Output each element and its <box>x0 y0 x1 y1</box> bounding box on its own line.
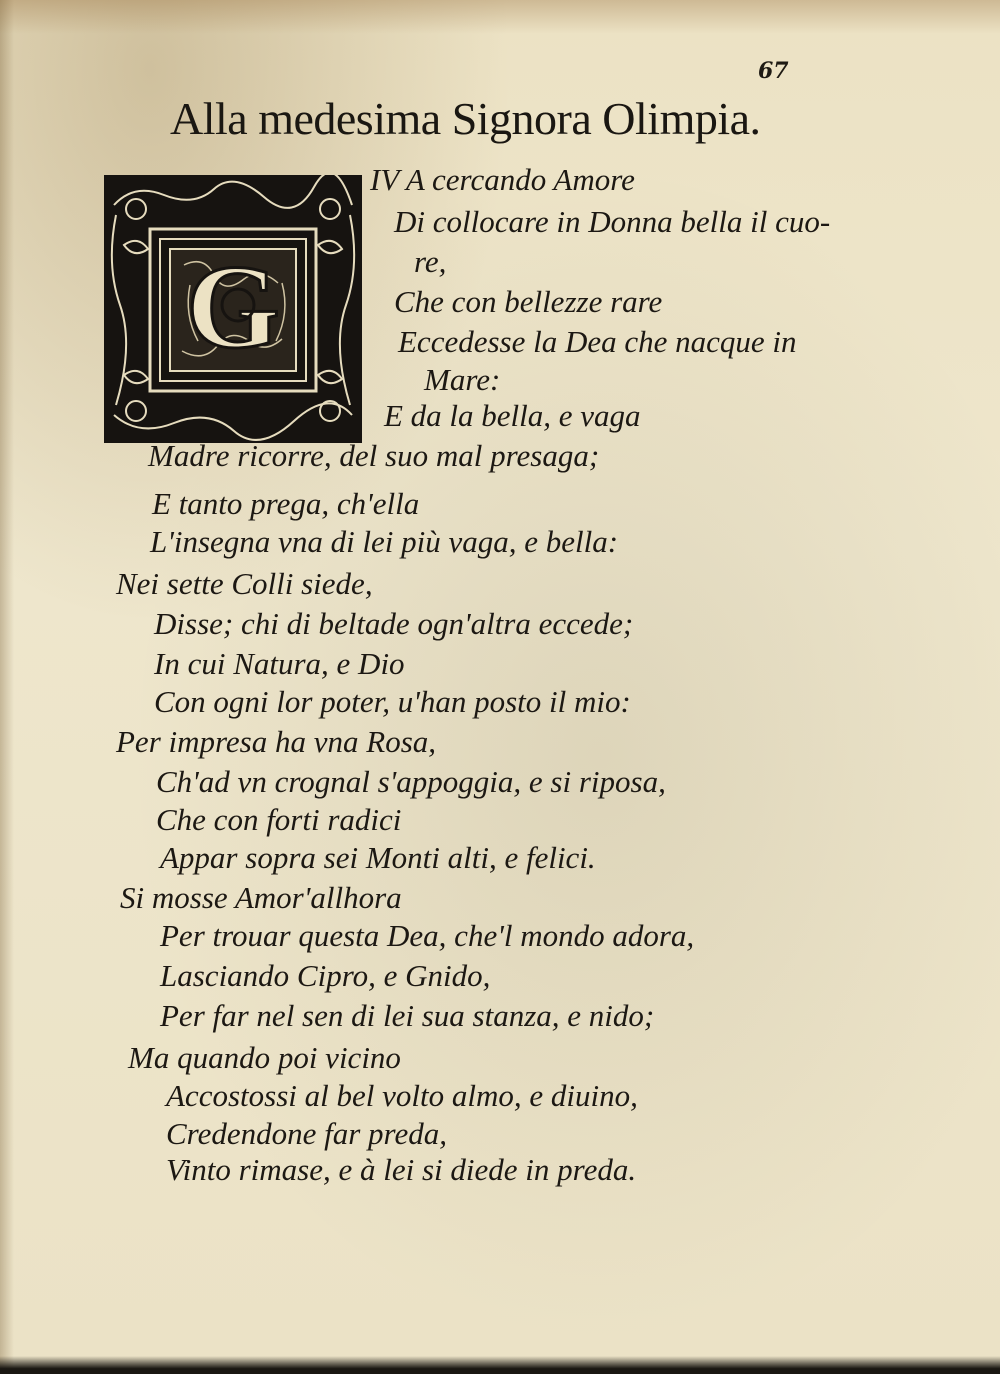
verse-line: E da la bella, e vaga <box>384 398 641 433</box>
verse-line: L'insegna vna di lei più vaga, e bella: <box>150 524 619 559</box>
verse-line: Per far nel sen di lei sua stanza, e nido; <box>160 998 655 1033</box>
page-bottom-edge-shadow <box>0 1356 1000 1374</box>
verse-line: Per impresa ha vna Rosa, <box>116 724 437 759</box>
svg-text:G: G <box>186 240 280 373</box>
verse-line: Disse; chi di beltade ogn'altra eccede; <box>154 606 634 641</box>
page-left-edge-shadow <box>0 0 14 1374</box>
verse-line: Vinto rimase, e à lei si diede in preda. <box>166 1152 637 1187</box>
verse-line: Che con bellezze rare <box>394 284 663 319</box>
verse-line: In cui Natura, e Dio <box>154 646 405 681</box>
verse-line: Nei sette Colli siede, <box>116 566 373 601</box>
verse-line: Mare: <box>424 362 501 397</box>
verse-line: Che con forti radici <box>156 802 402 837</box>
page-number: 67 <box>758 58 789 84</box>
verse-line: Appar sopra sei Monti alti, e felici. <box>160 840 596 875</box>
page-title: Alla medesima Signora Olimpia. <box>170 93 761 144</box>
verse-line: Per trouar questa Dea, che'l mondo adora, <box>160 918 695 953</box>
verse-line: E tanto prega, ch'ella <box>152 486 420 521</box>
verse-line: Ma quando poi vicino <box>128 1040 401 1075</box>
decorated-initial-g-icon <box>104 175 362 443</box>
verse-line: Con ogni lor poter, u'han posto il mio: <box>154 684 631 719</box>
verse-line: Eccedesse la Dea che nacque in <box>398 324 797 359</box>
verse-line: re, <box>414 244 447 279</box>
verse-line: Credendone far preda, <box>166 1116 447 1151</box>
verse-line: Ch'ad vn crognal s'appoggia, e si riposa, <box>156 764 666 799</box>
page-top-edge-stain <box>0 0 1000 34</box>
verse-line: Madre ricorre, del suo mal presaga; <box>148 438 600 473</box>
verse-line: Accostossi al bel volto almo, e diuino, <box>166 1078 638 1113</box>
verse-line: Si mosse Amor'allhora <box>120 880 402 915</box>
verse-line: Lasciando Cipro, e Gnido, <box>160 958 491 993</box>
verse-line: IV A cercando Amore <box>370 162 635 197</box>
verse-line: Di collocare in Donna bella il cuo- <box>394 204 831 239</box>
